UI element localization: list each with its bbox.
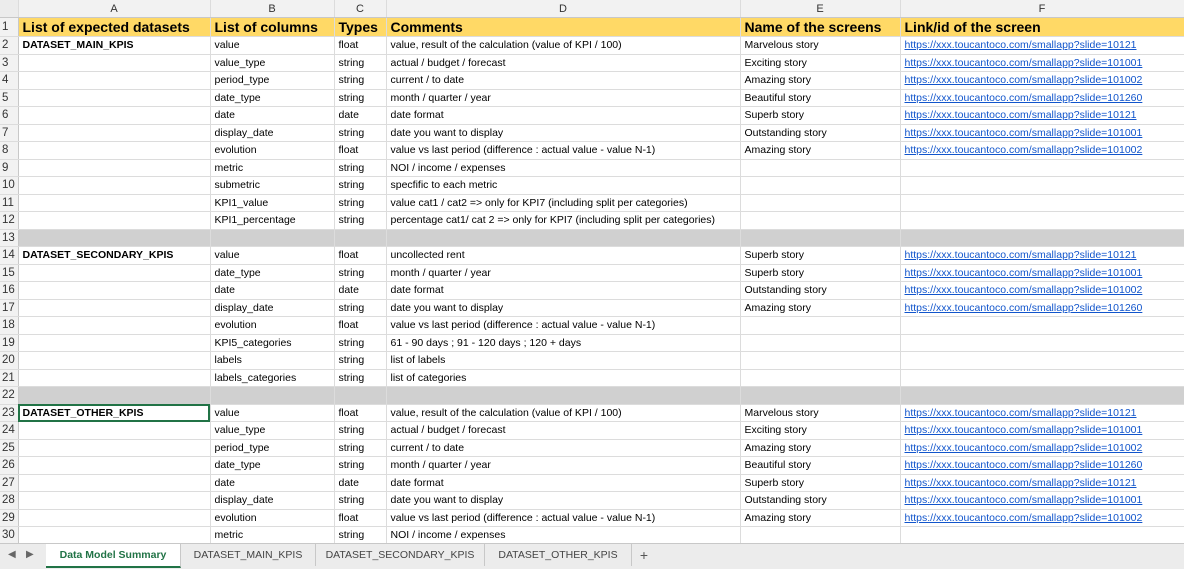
link-cell[interactable] [900,334,1184,352]
screen-name-cell[interactable]: Marvelous story [740,404,900,422]
table-row [0,457,1184,475]
column-name-cell[interactable]: display_date [210,299,334,317]
link-cell[interactable]: https://xxx.toucantoco.com/smallapp?slide=10121 [900,107,1184,125]
comment-cell[interactable]: value vs last period (difference : actual value - value N-1) [386,142,740,160]
screen-name-cell[interactable]: Exciting story [740,422,900,440]
type-cell[interactable]: string [334,177,386,195]
type-cell[interactable]: string [334,352,386,370]
tab-dataset-secondary-kpis[interactable]: DATASET_SECONDARY_KPIS [316,544,485,566]
column-name-cell[interactable] [210,229,334,247]
type-cell[interactable]: float [334,509,386,527]
table-row [0,54,1184,72]
column-name-cell[interactable]: display_date [210,492,334,510]
dataset-cell[interactable] [18,387,210,405]
column-name-cell[interactable]: value_type [210,422,334,440]
dataset-cell[interactable] [18,527,210,545]
column-name-cell[interactable]: evolution [210,142,334,160]
row-number[interactable]: 30 [0,527,18,545]
link-cell[interactable]: https://xxx.toucantoco.com/smallapp?slide=101001 [900,492,1184,510]
link-cell[interactable]: https://xxx.toucantoco.com/smallapp?slide=101002 [900,72,1184,90]
type-cell[interactable]: string [334,159,386,177]
header-cell-types[interactable]: Types [334,18,386,37]
tab-data-model-summary[interactable]: Data Model Summary [46,544,181,568]
comment-cell[interactable]: NOI / income / expenses [386,527,740,545]
screen-name-cell[interactable] [740,334,900,352]
column-name-cell[interactable]: value [210,247,334,265]
dataset-cell[interactable] [18,282,210,300]
screen-name-cell[interactable] [740,317,900,335]
column-header-a[interactable]: A [18,0,210,18]
comment-cell[interactable]: date format [386,107,740,125]
dataset-cell[interactable] [18,89,210,107]
screen-name-cell[interactable]: Beautiful story [740,89,900,107]
screen-name-cell[interactable] [740,212,900,230]
row-number[interactable]: 13 [0,229,18,247]
table-row [0,369,1184,387]
screen-name-cell[interactable]: Amazing story [740,299,900,317]
link-cell[interactable]: https://xxx.toucantoco.com/smallapp?slide=10121 [900,37,1184,55]
column-name-cell[interactable]: period_type [210,439,334,457]
link-cell[interactable] [900,387,1184,405]
dataset-cell[interactable] [18,457,210,475]
screen-name-cell[interactable]: Outstanding story [740,282,900,300]
row-number[interactable]: 11 [0,194,18,212]
screen-name-cell[interactable]: Amazing story [740,72,900,90]
table-row [0,439,1184,457]
row-number[interactable]: 27 [0,474,18,492]
comment-cell[interactable]: actual / budget / forecast [386,54,740,72]
screen-name-cell[interactable]: Outstanding story [740,124,900,142]
type-cell[interactable]: string [334,492,386,510]
table-row [0,282,1184,300]
screen-name-cell[interactable] [740,387,900,405]
header-cell-link[interactable]: Link/id of the screen [900,18,1184,37]
column-name-cell[interactable]: labels_categories [210,369,334,387]
table-row [0,107,1184,125]
type-cell[interactable]: float [334,317,386,335]
type-cell[interactable]: string [334,439,386,457]
column-name-cell[interactable]: submetric [210,177,334,195]
screen-name-cell[interactable] [740,527,900,545]
comment-cell[interactable]: value vs last period (difference : actual value - value N-1) [386,317,740,335]
table-row [0,492,1184,510]
screen-name-cell[interactable]: Amazing story [740,509,900,527]
row-number[interactable]: 14 [0,247,18,265]
comment-cell[interactable]: actual / budget / forecast [386,422,740,440]
dataset-cell[interactable] [18,439,210,457]
link-cell[interactable]: https://xxx.toucantoco.com/smallapp?slide=10121 [900,247,1184,265]
comment-cell[interactable]: month / quarter / year [386,89,740,107]
link-cell[interactable]: https://xxx.toucantoco.com/smallapp?slide=101002 [900,509,1184,527]
dataset-cell[interactable] [18,317,210,335]
table-row [0,124,1184,142]
link-cell[interactable] [900,317,1184,335]
type-cell[interactable]: string [334,54,386,72]
row-number[interactable]: 15 [0,264,18,282]
row-number[interactable]: 8 [0,142,18,160]
link-cell[interactable]: https://xxx.toucantoco.com/smallapp?slide=101002 [900,439,1184,457]
row-number[interactable]: 10 [0,177,18,195]
type-cell[interactable]: date [334,474,386,492]
link-cell[interactable]: https://xxx.toucantoco.com/smallapp?slide=101001 [900,54,1184,72]
table-row [0,404,1184,422]
table-row [0,474,1184,492]
header-cell-comments[interactable]: Comments [386,18,740,37]
table-row [0,212,1184,230]
comment-cell[interactable]: value, result of the calculation (value of KPI / 100) [386,404,740,422]
table-row [0,89,1184,107]
column-name-cell[interactable]: date [210,107,334,125]
table-row [0,194,1184,212]
screen-name-cell[interactable] [740,352,900,370]
dataset-cell[interactable] [18,72,210,90]
column-header-e[interactable]: E [740,0,900,18]
comment-cell[interactable]: uncollected rent [386,247,740,265]
dataset-cell[interactable] [18,492,210,510]
row-number[interactable]: 22 [0,387,18,405]
dataset-cell[interactable] [18,369,210,387]
comment-cell[interactable]: specfific to each metric [386,177,740,195]
dataset-cell[interactable]: DATASET_MAIN_KPIS [18,37,210,55]
comment-cell[interactable]: date format [386,474,740,492]
column-name-cell[interactable]: evolution [210,317,334,335]
column-name-cell[interactable]: KPI1_value [210,194,334,212]
header-cell-screens[interactable]: Name of the screens [740,18,900,37]
screen-name-cell[interactable]: Marvelous story [740,37,900,55]
comment-cell[interactable]: list of labels [386,352,740,370]
type-cell[interactable]: string [334,334,386,352]
table-row [0,317,1184,335]
table-row [0,387,1184,405]
link-cell[interactable]: https://xxx.toucantoco.com/smallapp?slide=10121 [900,474,1184,492]
row-number[interactable]: 23 [0,404,18,422]
header-row [0,18,1184,37]
column-name-cell[interactable]: display_date [210,124,334,142]
table-row [0,159,1184,177]
link-cell[interactable]: https://xxx.toucantoco.com/smallapp?slide=101002 [900,142,1184,160]
comment-cell[interactable]: percentage cat1/ cat 2 => only for KPI7 (including split per categories) [386,212,740,230]
link-cell[interactable] [900,194,1184,212]
column-name-cell[interactable]: date_type [210,457,334,475]
tab-dataset-main-kpis[interactable]: DATASET_MAIN_KPIS [181,544,316,566]
column-name-cell[interactable]: value [210,404,334,422]
column-header-b[interactable]: B [210,0,334,18]
row-number[interactable]: 20 [0,352,18,370]
link-cell[interactable] [900,229,1184,247]
row-number[interactable]: 29 [0,509,18,527]
comment-cell[interactable]: NOI / income / expenses [386,159,740,177]
type-cell[interactable]: string [334,264,386,282]
comment-cell[interactable]: date you want to display [386,124,740,142]
table-row [0,527,1184,545]
screen-name-cell[interactable] [740,159,900,177]
type-cell[interactable]: date [334,107,386,125]
table-row [0,247,1184,265]
row-number[interactable]: 25 [0,439,18,457]
dataset-cell[interactable] [18,422,210,440]
link-cell[interactable]: https://xxx.toucantoco.com/smallapp?slide=101001 [900,264,1184,282]
type-cell[interactable]: string [334,72,386,90]
table-row [0,334,1184,352]
table-row [0,72,1184,90]
link-cell[interactable]: https://xxx.toucantoco.com/smallapp?slide=101260 [900,89,1184,107]
dataset-cell[interactable] [18,264,210,282]
comment-cell[interactable]: current / to date [386,439,740,457]
comment-cell[interactable]: 61 - 90 days ; 91 - 120 days ; 120 + days [386,334,740,352]
column-name-cell[interactable]: date [210,474,334,492]
type-cell[interactable]: string [334,457,386,475]
column-name-cell[interactable]: KPI5_categories [210,334,334,352]
row-number[interactable]: 19 [0,334,18,352]
select-all-corner[interactable] [0,0,18,18]
column-name-cell[interactable]: metric [210,527,334,545]
type-cell[interactable]: string [334,527,386,545]
row-number[interactable]: 2 [0,37,18,55]
link-cell[interactable]: https://xxx.toucantoco.com/smallapp?slide=101001 [900,422,1184,440]
row-number[interactable]: 24 [0,422,18,440]
dataset-cell[interactable] [18,54,210,72]
comment-cell[interactable]: month / quarter / year [386,457,740,475]
type-cell[interactable]: string [334,124,386,142]
prev-sheet-icon[interactable]: ◀ [8,549,16,560]
link-cell[interactable]: https://xxx.toucantoco.com/smallapp?slide=101001 [900,124,1184,142]
comment-cell[interactable]: current / to date [386,72,740,90]
row-number[interactable]: 4 [0,72,18,90]
dataset-cell[interactable] [18,474,210,492]
column-name-cell[interactable]: date_type [210,89,334,107]
column-header-d[interactable]: D [386,0,740,18]
column-name-cell[interactable]: period_type [210,72,334,90]
type-cell[interactable]: date [334,282,386,300]
comment-cell[interactable]: date you want to display [386,299,740,317]
comment-cell[interactable]: value, result of the calculation (value of KPI / 100) [386,37,740,55]
add-sheet-button[interactable]: + [639,547,649,563]
table-row [0,352,1184,370]
row-number[interactable]: 16 [0,282,18,300]
dataset-cell[interactable] [18,352,210,370]
link-cell[interactable] [900,369,1184,387]
dataset-cell[interactable] [18,509,210,527]
column-header-row [0,0,1184,18]
screen-name-cell[interactable]: Exciting story [740,54,900,72]
header-cell-columns[interactable]: List of columns [210,18,334,37]
screen-name-cell[interactable]: Superb story [740,247,900,265]
table-row [0,299,1184,317]
type-cell[interactable] [334,387,386,405]
screen-name-cell[interactable] [740,229,900,247]
link-cell[interactable]: https://xxx.toucantoco.com/smallapp?slide=101260 [900,457,1184,475]
dataset-cell[interactable] [18,159,210,177]
column-header-c[interactable]: C [334,0,386,18]
column-name-cell[interactable]: labels [210,352,334,370]
dataset-cell[interactable] [18,299,210,317]
type-cell[interactable]: string [334,212,386,230]
comment-cell[interactable]: date format [386,282,740,300]
comment-cell[interactable]: date you want to display [386,492,740,510]
row-number[interactable]: 9 [0,159,18,177]
table-row [0,177,1184,195]
row-number[interactable]: 1 [0,18,18,37]
column-name-cell[interactable] [210,387,334,405]
comment-cell[interactable]: value vs last period (difference : actual value - value N-1) [386,509,740,527]
dataset-cell[interactable] [18,107,210,125]
type-cell[interactable] [334,229,386,247]
tab-dataset-other-kpis[interactable]: DATASET_OTHER_KPIS [485,544,632,566]
row-number[interactable]: 7 [0,124,18,142]
dataset-cell[interactable] [18,142,210,160]
type-cell[interactable]: string [334,299,386,317]
dataset-cell[interactable] [18,334,210,352]
screen-name-cell[interactable]: Superb story [740,264,900,282]
row-number[interactable]: 26 [0,457,18,475]
table-row [0,229,1184,247]
type-cell[interactable]: float [334,142,386,160]
screen-name-cell[interactable]: Outstanding story [740,492,900,510]
screen-name-cell[interactable]: Superb story [740,107,900,125]
link-cell[interactable] [900,527,1184,545]
next-sheet-icon[interactable]: ▶ [26,549,34,560]
table-row [0,509,1184,527]
type-cell[interactable]: float [334,247,386,265]
column-name-cell[interactable]: metric [210,159,334,177]
row-number[interactable]: 28 [0,492,18,510]
screen-name-cell[interactable] [740,369,900,387]
dataset-cell[interactable] [18,194,210,212]
dataset-cell[interactable] [18,229,210,247]
link-cell[interactable] [900,352,1184,370]
row-number[interactable]: 18 [0,317,18,335]
column-name-cell[interactable]: date [210,282,334,300]
dataset-cell[interactable] [18,124,210,142]
screen-name-cell[interactable] [740,177,900,195]
row-number[interactable]: 21 [0,369,18,387]
type-cell[interactable]: float [334,37,386,55]
table-row [0,37,1184,55]
type-cell[interactable]: string [334,369,386,387]
link-cell[interactable] [900,212,1184,230]
table-row [0,422,1184,440]
comment-cell[interactable] [386,229,740,247]
type-cell[interactable]: float [334,404,386,422]
row-number[interactable]: 17 [0,299,18,317]
column-name-cell[interactable]: evolution [210,509,334,527]
screen-name-cell[interactable]: Amazing story [740,439,900,457]
comment-cell[interactable]: value cat1 / cat2 => only for KPI7 (including split per categories) [386,194,740,212]
comment-cell[interactable]: month / quarter / year [386,264,740,282]
link-cell[interactable]: https://xxx.toucantoco.com/smallapp?slide=101260 [900,299,1184,317]
dataset-cell[interactable] [18,212,210,230]
column-name-cell[interactable]: date_type [210,264,334,282]
column-header-f[interactable]: F [900,0,1184,18]
row-number[interactable]: 12 [0,212,18,230]
column-name-cell[interactable]: KPI1_percentage [210,212,334,230]
type-cell[interactable]: string [334,89,386,107]
link-cell[interactable] [900,177,1184,195]
table-row [0,142,1184,160]
sheet-tab-bar [0,543,1184,569]
link-cell[interactable]: https://xxx.toucantoco.com/smallapp?slide=10121 [900,404,1184,422]
table-row [0,264,1184,282]
dataset-cell[interactable]: DATASET_SECONDARY_KPIS [18,247,210,265]
row-number[interactable]: 3 [0,54,18,72]
type-cell[interactable]: string [334,422,386,440]
screen-name-cell[interactable]: Superb story [740,474,900,492]
dataset-cell[interactable] [18,177,210,195]
screen-name-cell[interactable]: Beautiful story [740,457,900,475]
type-cell[interactable]: string [334,194,386,212]
comment-cell[interactable]: list of categories [386,369,740,387]
comment-cell[interactable] [386,387,740,405]
dataset-cell[interactable]: DATASET_OTHER_KPIS [18,404,210,422]
row-number[interactable]: 6 [0,107,18,125]
screen-name-cell[interactable] [740,194,900,212]
screen-name-cell[interactable]: Amazing story [740,142,900,160]
link-cell[interactable]: https://xxx.toucantoco.com/smallapp?slide=101002 [900,282,1184,300]
column-name-cell[interactable]: value [210,37,334,55]
link-cell[interactable] [900,159,1184,177]
header-cell-datasets[interactable]: List of expected datasets [18,18,210,37]
row-number[interactable]: 5 [0,89,18,107]
column-name-cell[interactable]: value_type [210,54,334,72]
